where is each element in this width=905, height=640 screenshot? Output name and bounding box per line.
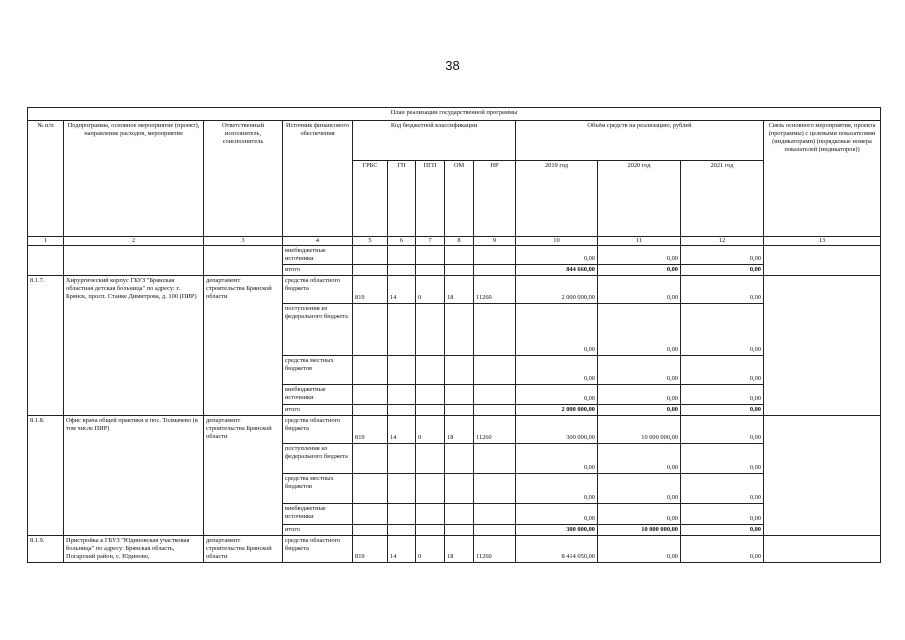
column-number: 1 — [28, 237, 64, 246]
header-2021: 2021 год — [681, 161, 764, 237]
value-2020: 0,00 — [598, 304, 681, 356]
column-number: 3 — [204, 237, 283, 246]
column-number: 7 — [416, 237, 445, 246]
value-2021: 0,00 — [681, 265, 764, 276]
value-2020: 0,00 — [598, 536, 681, 563]
value-2019: 0,00 — [516, 356, 598, 385]
item-executor: департамент строительства Брянской области — [204, 416, 283, 536]
value-2021: 0,00 — [681, 536, 764, 563]
code-grbs: 819 — [353, 276, 388, 304]
item-name: Офис врача общей практики в пос. Толмачево (в том числе ПИР) — [64, 416, 204, 536]
source-cell: средства областного бюджета — [283, 536, 353, 563]
value-2019: 0,00 — [516, 246, 598, 265]
header-no: № п/п — [28, 121, 64, 237]
column-number: 12 — [681, 237, 764, 246]
header-gp: ГП — [388, 161, 416, 237]
header-volume: Объём средств на реализацию, рублей — [516, 121, 764, 161]
code-om: 18 — [445, 416, 474, 444]
column-number: 8 — [445, 237, 474, 246]
code-grbs: 819 — [353, 536, 388, 563]
value-2019: 0,00 — [516, 385, 598, 405]
value-2021: 0,00 — [681, 405, 764, 416]
column-number: 5 — [353, 237, 388, 246]
table-row — [28, 246, 881, 265]
value-2021: 0,00 — [681, 474, 764, 504]
column-number: 6 — [388, 237, 416, 246]
header-source: Источник финансового обеспечения — [283, 121, 353, 237]
source-cell: поступления из федерального бюджета — [283, 304, 353, 356]
value-2020: 10 000 000,00 — [598, 416, 681, 444]
source-cell: внебюджетные источники — [283, 504, 353, 525]
value-2020: 0,00 — [598, 444, 681, 474]
source-cell: внебюджетные источники — [283, 246, 353, 265]
code-pgp: 0 — [416, 536, 445, 563]
value-2020: 0,00 — [598, 405, 681, 416]
code-np: 11260 — [474, 416, 516, 444]
value-2021: 0,00 — [681, 356, 764, 385]
value-2020: 0,00 — [598, 504, 681, 525]
value-2019: 0,00 — [516, 304, 598, 356]
header-om: ОМ — [445, 161, 474, 237]
value-2019: 0,00 — [516, 474, 598, 504]
value-2020: 0,00 — [598, 246, 681, 265]
code-om: 18 — [445, 276, 474, 304]
value-2019: 0,00 — [516, 444, 598, 474]
code-pgp: 0 — [416, 276, 445, 304]
table-row — [28, 416, 881, 444]
code-gp: 14 — [388, 416, 416, 444]
value-2021: 0,00 — [681, 246, 764, 265]
item-executor: департамент строительства Брянской области — [204, 276, 283, 416]
column-number: 4 — [283, 237, 353, 246]
value-2019: 300 000,00 — [516, 525, 598, 536]
source-cell: средства областного бюджета — [283, 276, 353, 304]
value-2020: 0,00 — [598, 356, 681, 385]
value-2021: 0,00 — [681, 276, 764, 304]
header-budget-code: Код бюджетной классификации — [353, 121, 516, 161]
value-2021: 0,00 — [681, 416, 764, 444]
item-name: Хирургический корпус ГБУЗ "Брянская областная детская больница" по адресу: г. Брянск, просп. Станке Димитрова, д. 100 (ПИР) — [64, 276, 204, 416]
value-2021: 0,00 — [681, 444, 764, 474]
source-cell: итого — [283, 405, 353, 416]
item-name: Пристройка к ГБУЗ "Юдиновская участковая больница" по адресу: Брянская область, Погарский район, с. Юдиново, — [64, 536, 204, 563]
item-number: 8.1.9. — [28, 536, 64, 563]
item-executor: департамент строительства Брянской области — [204, 536, 283, 563]
header-2020: 2020 год — [598, 161, 681, 237]
source-cell: средства местных бюджетов — [283, 356, 353, 385]
table-row — [28, 536, 881, 563]
table-title: План реализации государственной программы — [28, 108, 881, 121]
value-2020: 0,00 — [598, 385, 681, 405]
source-cell: средства местных бюджетов — [283, 474, 353, 504]
header-grbs: ГРБС — [353, 161, 388, 237]
value-2019: 2 000 000,00 — [516, 405, 598, 416]
value-2020: 10 000 000,00 — [598, 525, 681, 536]
source-cell: средства областного бюджета — [283, 416, 353, 444]
page-number: 38 — [445, 58, 460, 73]
code-gp: 14 — [388, 536, 416, 563]
value-2021: 0,00 — [681, 385, 764, 405]
code-pgp: 0 — [416, 416, 445, 444]
source-cell: итого — [283, 265, 353, 276]
code-grbs: 819 — [353, 416, 388, 444]
source-cell: итого — [283, 525, 353, 536]
header-pgp: ПГП — [416, 161, 445, 237]
header-np: НР — [474, 161, 516, 237]
column-number: 11 — [598, 237, 681, 246]
column-number: 2 — [64, 237, 204, 246]
code-gp: 14 — [388, 276, 416, 304]
table-row — [28, 276, 881, 304]
value-2020: 0,00 — [598, 474, 681, 504]
value-2020: 0,00 — [598, 276, 681, 304]
value-2021: 0,00 — [681, 504, 764, 525]
value-2021: 0,00 — [681, 304, 764, 356]
source-cell: поступления из федерального бюджета — [283, 444, 353, 474]
program-plan-table — [27, 107, 881, 563]
value-2019: 300 000,00 — [516, 416, 598, 444]
header-subprogram: Подпрограмма, основное мероприятие (проект), направление расходов, мероприятие — [64, 121, 204, 237]
column-number: 10 — [516, 237, 598, 246]
column-number: 9 — [474, 237, 516, 246]
value-2021: 0,00 — [681, 525, 764, 536]
value-2019: 2 000 000,00 — [516, 276, 598, 304]
header-link: Связь основного мероприятия, проекта (программы) с целевыми показателями (индикаторами) (порядковые номера показателей (индикаторов)) — [764, 121, 881, 237]
value-2020: 0,00 — [598, 265, 681, 276]
code-np: 11260 — [474, 536, 516, 563]
value-2019: 0,00 — [516, 504, 598, 525]
source-cell: внебюджетные источники — [283, 385, 353, 405]
column-number: 13 — [764, 237, 881, 246]
value-2019: 8 414 050,00 — [516, 536, 598, 563]
header-executor: Ответственный исполнитель, соисполнитель — [204, 121, 283, 237]
item-number: 8.1.7. — [28, 276, 64, 416]
code-np: 11260 — [474, 276, 516, 304]
code-om: 18 — [445, 536, 474, 563]
item-number: 8.1.8. — [28, 416, 64, 536]
value-2019: 844 660,00 — [516, 265, 598, 276]
header-2019: 2019 год — [516, 161, 598, 237]
